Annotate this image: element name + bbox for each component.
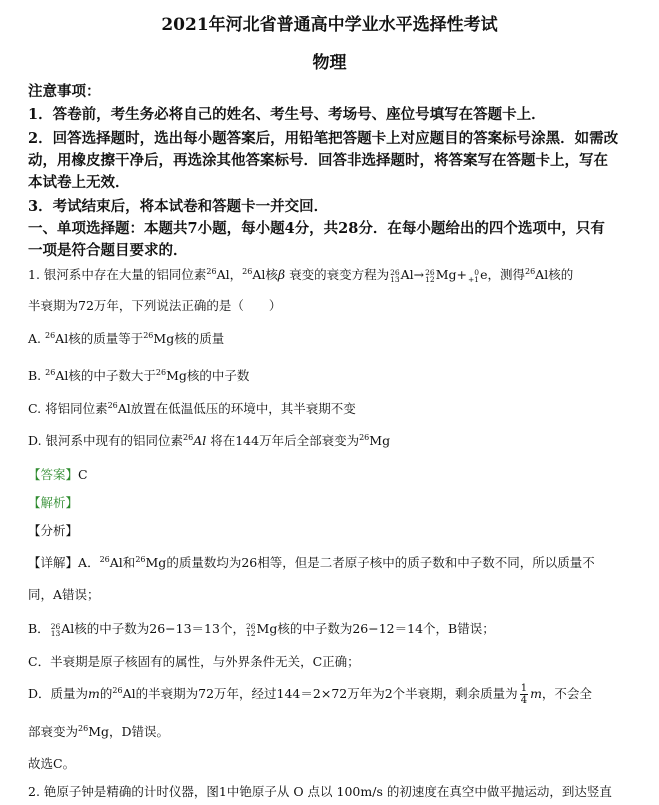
option-d: D. 银河系中现有的铝同位素$^{26}$Al 将在144万年后全部衰变为$^{26}$Mg — [28, 432, 391, 448]
notice-line: 1．答卷前，考生务必将自己的姓名、考生号、考场号、座位号填写在答题卡上． — [28, 106, 546, 123]
section-heading: 一项是符合题目要求的． — [28, 242, 188, 259]
fenxi-tag: 【分析】 — [28, 523, 79, 538]
subject-heading: 物理 — [312, 53, 347, 73]
option-a: A. $^{26}$Al核的质量等于$^{26}$Mg核的质量 — [28, 330, 225, 346]
detail-a: 【详解】A．$^{26}$Al和$^{26}$Mg的质量数均为26相等，但是二者原子核中的质子数和中子数不同，所以质量不 — [28, 554, 595, 570]
page-title: 2021年河北省普通高中学业水平选择性考试 — [161, 15, 498, 35]
detail-d: D．质量为m的$^{26}$Al的半衰期为72万年，经过144＝2×72万年为2个半衰期，剩余质量为 $\frac{1}{4}$ m，不会全 — [28, 683, 592, 706]
detail-d-line2: 部衰变为$^{26}$Mg，D错误。 — [28, 723, 170, 739]
notice-line: 本试卷上无效． — [28, 174, 130, 191]
notice-line: 2．回答选择题时，选出每小题答案后，用铅笔把答题卡上对应题目的答案标号涂黑．如需改 — [28, 130, 619, 147]
answer-line: 【答案】C — [28, 467, 88, 482]
fraction-one-quarter: $\frac{1}{4}$ — [520, 683, 528, 706]
analysis-tag: 【解析】 — [28, 495, 79, 510]
question-1-stem: 1. 银河系中存在大量的铝同位素$^{26}$Al，$^{26}$Al核β 衰变的衰变方程为26 13Al→26 12Mg+ 0 +1e，测得$^{26}$Al核的 — [28, 266, 574, 284]
conclusion: 故选C。 — [28, 756, 76, 771]
option-c: C. 将铝同位素$^{26}$Al放置在低温低压的环境中，其半衰期不变 — [28, 400, 356, 416]
detail-b: B．26 13Al核的中子数为26−13＝13个，26 12Mg核的中子数为26−12＝14个，B错误； — [28, 621, 495, 638]
notice-line: 动，用橡皮擦干净后，再选涂其他答案标号．回答非选择题时，将答案写在答题卡上，写在 — [28, 152, 608, 169]
option-b: B. $^{26}$Al核的中子数大于$^{26}$Mg核的中子数 — [28, 367, 250, 383]
notice-heading: 注意事项： — [28, 83, 101, 100]
question-2-stem: 2. 铯原子钟是精确的计时仪器，图1中铯原子从 O 点以 100m/s 的初速度在真空中做平抛运动，到达竖直 — [28, 784, 612, 799]
detail-c: C．半衰期是原子核固有的属性，与外界条件无关，C正确； — [28, 654, 360, 669]
detail-a-line2: 同，A错误； — [28, 587, 100, 602]
question-1-stem-line2: 半衰期为72万年，下列说法正确的是（ ） — [28, 298, 282, 313]
notice-line: 3．考试结束后，将本试卷和答题卡一并交回． — [28, 198, 329, 215]
section-heading: 一、单项选择题：本题共7小题，每小题4分，共28分．在每小题给出的四个选项中，只有 — [28, 220, 605, 237]
answer-value: C — [78, 467, 88, 482]
